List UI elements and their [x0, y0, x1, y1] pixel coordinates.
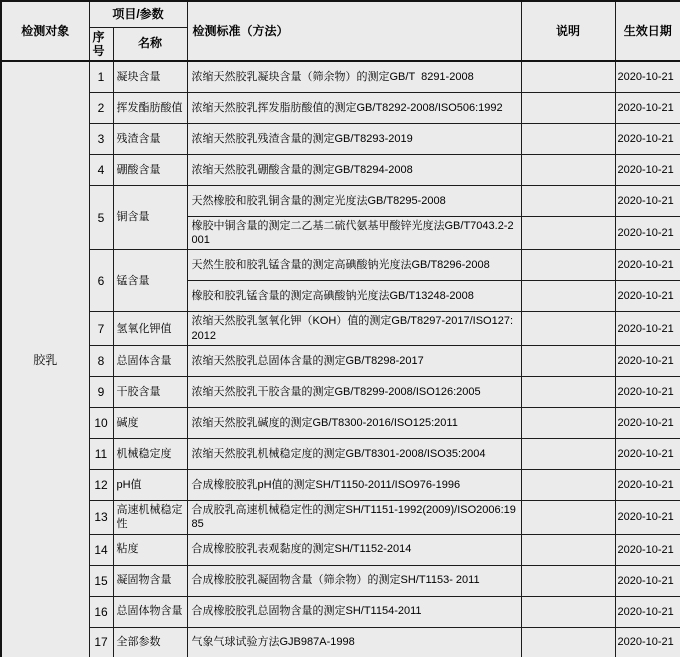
standard-cell: 橡胶中铜含量的测定二乙基二硫代氨基甲酸锌光度法GB/T7043.2-2001 — [187, 216, 521, 250]
seq-cell: 2 — [89, 92, 113, 123]
standard-cell: 浓缩天然胶乳硼酸含量的测定GB/T8294-2008 — [187, 154, 521, 185]
note-cell — [521, 216, 615, 250]
header-row-1 — [1, 1, 680, 27]
note-cell — [521, 627, 615, 657]
date-cell: 2020-10-21 — [615, 376, 680, 407]
object-cell: 胶乳 — [1, 61, 89, 657]
note-cell — [521, 92, 615, 123]
table-row — [1, 92, 680, 123]
standard-cell: 天然橡胶和胶乳铜含量的测定光度法GB/T8295-2008 — [187, 185, 521, 216]
name-cell: 挥发酯肪酸值 — [113, 92, 187, 123]
note-cell — [521, 407, 615, 438]
table-row — [1, 345, 680, 376]
standard-cell: 橡胶和胶乳锰含量的测定高碘酸钠光度法GB/T13248-2008 — [187, 281, 521, 312]
name-cell: 凝块含量 — [113, 61, 187, 92]
seq-cell: 13 — [89, 500, 113, 534]
name-cell: 干胶含量 — [113, 376, 187, 407]
col-header-name: 名称 — [113, 27, 187, 61]
table-row — [1, 154, 680, 185]
date-cell: 2020-10-21 — [615, 185, 680, 216]
note-cell — [521, 345, 615, 376]
date-cell: 2020-10-21 — [615, 61, 680, 92]
note-cell — [521, 565, 615, 596]
standard-cell: 浓缩天然胶乳凝块含量（筛余物）的测定GB/T 8291-2008 — [187, 61, 521, 92]
note-cell — [521, 312, 615, 346]
seq-cell: 14 — [89, 534, 113, 565]
standard-cell: 浓缩天然胶乳总固体含量的测定GB/T8298-2017 — [187, 345, 521, 376]
standard-cell: 浓缩天然胶乳氢氧化钾（KOH）值的测定GB/T8297-2017/ISO127: 2012 — [187, 312, 521, 346]
standard-cell: 浓缩天然胶乳机械稳定度的测定GB/T8301-2008/ISO35:2004 — [187, 438, 521, 469]
standard-cell: 合成橡胶胶乳pH值的测定SH/T1150-2011/ISO976-1996 — [187, 469, 521, 500]
standard-cell: 天然生胶和胶乳锰含量的测定高碘酸钠光度法GB/T8296-2008 — [187, 250, 521, 281]
col-header-item-param: 项目/参数 — [89, 1, 187, 27]
name-cell: 碱度 — [113, 407, 187, 438]
date-cell: 2020-10-21 — [615, 345, 680, 376]
name-cell: 铜含量 — [113, 185, 187, 250]
note-cell — [521, 281, 615, 312]
date-cell: 2020-10-21 — [615, 250, 680, 281]
seq-cell: 12 — [89, 469, 113, 500]
name-cell: 总固体含量 — [113, 345, 187, 376]
date-cell: 2020-10-21 — [615, 154, 680, 185]
date-cell: 2020-10-21 — [615, 500, 680, 534]
table-row — [1, 376, 680, 407]
seq-cell: 10 — [89, 407, 113, 438]
seq-cell: 15 — [89, 565, 113, 596]
col-header-date: 生效日期 — [615, 1, 680, 61]
date-cell: 2020-10-21 — [615, 281, 680, 312]
table-row — [1, 61, 680, 92]
name-cell: 粘度 — [113, 534, 187, 565]
standard-cell: 合成橡胶胶乳总固物含量的测定SH/T1154-2011 — [187, 596, 521, 627]
col-header-object: 检测对象 — [1, 1, 89, 61]
table-row — [1, 500, 680, 534]
note-cell — [521, 534, 615, 565]
col-header-seq: 序号 — [89, 27, 113, 61]
standard-cell: 气象气球试验方法GJB987A-1998 — [187, 627, 521, 657]
date-cell: 2020-10-21 — [615, 407, 680, 438]
table-row — [1, 438, 680, 469]
note-cell — [521, 376, 615, 407]
table-row — [1, 596, 680, 627]
date-cell: 2020-10-21 — [615, 123, 680, 154]
standard-cell: 浓缩天然胶乳挥发脂肪酸值的测定GB/T8292-2008/ISO506:1992 — [187, 92, 521, 123]
seq-cell: 1 — [89, 61, 113, 92]
name-cell: 氢氧化钾值 — [113, 312, 187, 346]
date-cell: 2020-10-21 — [615, 565, 680, 596]
seq-cell: 17 — [89, 627, 113, 657]
seq-cell: 11 — [89, 438, 113, 469]
table-body — [1, 61, 680, 657]
note-cell — [521, 250, 615, 281]
table-row — [1, 123, 680, 154]
note-cell — [521, 596, 615, 627]
col-header-note: 说明 — [521, 1, 615, 61]
table-row — [1, 565, 680, 596]
note-cell — [521, 61, 615, 92]
standard-cell: 浓缩天然胶乳残渣含量的测定GB/T8293-2019 — [187, 123, 521, 154]
name-cell: 硼酸含量 — [113, 154, 187, 185]
name-cell: 全部参数 — [113, 627, 187, 657]
seq-cell: 9 — [89, 376, 113, 407]
table-row — [1, 627, 680, 657]
col-header-standard: 检测标准（方法） — [187, 1, 521, 61]
name-cell: 残渣含量 — [113, 123, 187, 154]
date-cell: 2020-10-21 — [615, 92, 680, 123]
name-cell: 高速机械稳定性 — [113, 500, 187, 534]
note-cell — [521, 438, 615, 469]
seq-cell: 16 — [89, 596, 113, 627]
date-cell: 2020-10-21 — [615, 438, 680, 469]
table-header — [1, 1, 680, 61]
table-row — [1, 312, 680, 346]
name-cell: pH值 — [113, 469, 187, 500]
name-cell: 锰含量 — [113, 250, 187, 312]
date-cell: 2020-10-21 — [615, 312, 680, 346]
standard-cell: 合成胶乳高速机械稳定性的测定SH/T1151-1992(2009)/ISO2006:1985 — [187, 500, 521, 534]
date-cell: 2020-10-21 — [615, 216, 680, 250]
note-cell — [521, 154, 615, 185]
standard-cell: 合成橡胶胶乳凝固物含量（筛余物）的测定SH/T1153- 2011 — [187, 565, 521, 596]
seq-cell: 5 — [89, 185, 113, 250]
table-row — [1, 534, 680, 565]
note-cell — [521, 500, 615, 534]
name-cell: 机械稳定度 — [113, 438, 187, 469]
date-cell: 2020-10-21 — [615, 596, 680, 627]
seq-cell: 6 — [89, 250, 113, 312]
table-row — [1, 185, 680, 216]
note-cell — [521, 469, 615, 500]
name-cell: 总固体物含量 — [113, 596, 187, 627]
standard-cell: 浓缩天然胶乳干胶含量的测定GB/T8299-2008/ISO126:2005 — [187, 376, 521, 407]
standard-cell: 浓缩天然胶乳碱度的测定GB/T8300-2016/ISO125:2011 — [187, 407, 521, 438]
table-row — [1, 469, 680, 500]
seq-cell: 8 — [89, 345, 113, 376]
table-row — [1, 407, 680, 438]
seq-cell: 7 — [89, 312, 113, 346]
date-cell: 2020-10-21 — [615, 469, 680, 500]
standard-cell: 合成橡胶胶乳表观黏度的测定SH/T1152-2014 — [187, 534, 521, 565]
date-cell: 2020-10-21 — [615, 534, 680, 565]
seq-cell: 4 — [89, 154, 113, 185]
date-cell: 2020-10-21 — [615, 627, 680, 657]
seq-cell: 3 — [89, 123, 113, 154]
note-cell — [521, 123, 615, 154]
table-row — [1, 250, 680, 281]
note-cell — [521, 185, 615, 216]
name-cell: 凝固物含量 — [113, 565, 187, 596]
